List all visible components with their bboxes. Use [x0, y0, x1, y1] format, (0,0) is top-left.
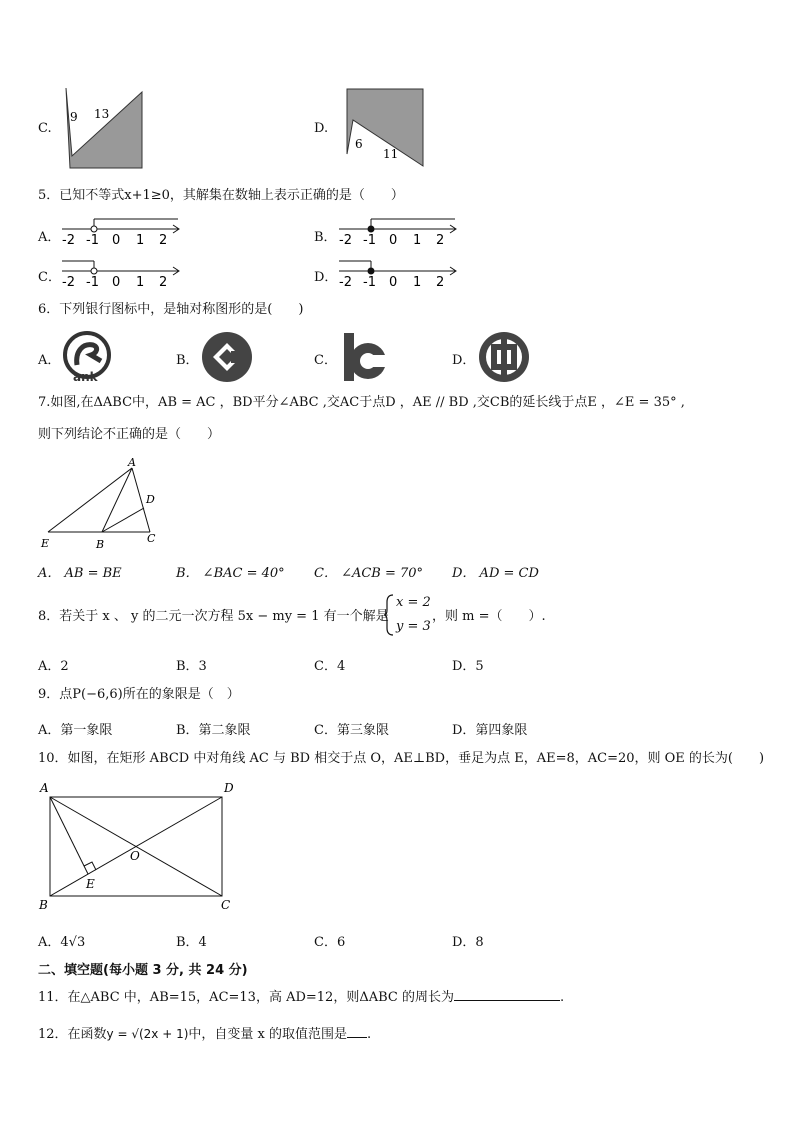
q5-option-a-numberline	[60, 214, 185, 246]
q5-option-d-label: D．	[314, 270, 338, 285]
q10-option-d: D．8	[452, 935, 484, 950]
q10-label-b: B	[39, 898, 48, 912]
q7-option-d: D． AD = CD	[452, 566, 539, 581]
q5-c-tick-1: 1	[136, 275, 145, 290]
q4-option-c-label: C.	[38, 121, 52, 136]
q8-option-c: C．4	[314, 659, 346, 674]
q11-end: .	[559, 990, 565, 1005]
q5-option-c-label: C．	[38, 270, 61, 285]
q10-label-a: A	[40, 781, 49, 795]
q4-option-d-label: D.	[314, 121, 329, 136]
q9-option-c: C．第三象限	[314, 723, 389, 738]
q11-answer-blank[interactable]	[454, 988, 560, 1001]
q7-label-d: D	[146, 493, 155, 506]
q6-logo-a	[61, 331, 115, 385]
q5-b-tick-m1: -1	[363, 233, 376, 248]
q7-stem-line1: 7.如图,在ΔABC中，AB = AC ，BD平分∠ABC ,交AC于点D ，AE // BD ,交CB的延长线于点E ，∠E = 35° ,	[38, 395, 685, 410]
q12-stem-post: 中，自变量 x 的取值范围是	[188, 1027, 348, 1042]
q6-stem: 6．下列银行图标中，是轴对称图形的是( )	[38, 302, 304, 317]
q6-logo-d	[477, 330, 531, 384]
q9-stem: 9．点P(−6,6)所在的象限是（ ）	[38, 687, 240, 702]
q4-c-num-9: 9	[70, 110, 78, 124]
q5-d-tick-0: 0	[389, 275, 398, 290]
q5-c-tick-m1: -1	[86, 275, 99, 290]
q9-option-b: B．第二象限	[176, 723, 251, 738]
q5-option-a-label: A．	[38, 230, 61, 245]
q4-option-d-figure	[345, 88, 427, 170]
q4-d-num-11: 11	[383, 147, 399, 161]
q8-system-brace	[384, 594, 394, 636]
q10-stem: 10．如图，在矩形 ABCD 中对角线 AC 与 BD 相交于点 O，AE⊥BD，垂足为点 E，AE=8，AC=20，则 OE 的长为( )	[38, 751, 765, 766]
q5-option-d-numberline	[337, 256, 462, 288]
q5-a-tick-0: 0	[112, 233, 121, 248]
q8-system-bottom: y = 3	[396, 619, 431, 634]
q10-label-o: O	[130, 849, 140, 863]
q12-answer-blank[interactable]	[347, 1025, 367, 1038]
section-2-title: 二、填空题(每小题 3 分, 共 24 分)	[38, 963, 248, 978]
q6-logo-a-text: ank	[73, 370, 98, 384]
q5-option-b-numberline	[337, 214, 462, 246]
q10-option-c: C．6	[314, 935, 346, 950]
q8-option-a: A．2	[38, 659, 69, 674]
q10-option-a: A．4√3	[38, 935, 86, 950]
q8-stem-pre: 8．若关于 x 、 y 的二元一次方程 5x − my = 1 有一个解是	[38, 609, 389, 624]
q6-option-b-label: B．	[176, 353, 199, 368]
q7-triangle-figure	[36, 456, 166, 550]
q8-stem-post: ，则 m =（ ）.	[432, 609, 546, 624]
q5-stem: 5．已知不等式x+1≥0，其解集在数轴上表示正确的是（ ）	[38, 188, 404, 203]
q6-logo-b	[201, 331, 253, 383]
q6-option-c-label: C．	[314, 353, 337, 368]
q7-option-c: C． ∠ACB = 70°	[314, 566, 424, 581]
q7-option-b: B． ∠BAC = 40°	[176, 566, 285, 581]
q10-label-e: E	[86, 877, 95, 891]
q5-d-tick-2: 2	[436, 275, 445, 290]
q9-option-d: D．第四象限	[452, 723, 528, 738]
q5-c-tick-m2: -2	[62, 275, 75, 290]
q8-option-b: B．3	[176, 659, 207, 674]
q6-logo-c	[340, 331, 394, 385]
q7-option-a: A． AB = BE	[38, 566, 122, 581]
q7-label-b: B	[96, 538, 105, 551]
q5-a-tick-m2: -2	[62, 233, 75, 248]
q7-stem-line2: 则下列结论不正确的是（ ）	[38, 427, 221, 442]
q5-c-tick-0: 0	[112, 275, 121, 290]
q10-label-c: C	[221, 898, 231, 912]
q7-label-a: A	[128, 456, 136, 469]
q5-option-b-label: B．	[314, 230, 337, 245]
q5-d-tick-1: 1	[413, 275, 422, 290]
q8-option-d: D．5	[452, 659, 484, 674]
q5-a-tick-1: 1	[136, 233, 145, 248]
q10-label-d: D	[224, 781, 234, 795]
q7-label-e: E	[41, 537, 50, 550]
q12-formula: y = √(2x + 1)	[106, 1027, 189, 1041]
q4-option-c-figure	[60, 88, 150, 170]
q5-d-tick-m2: -2	[339, 275, 352, 290]
q11-stem-text: 11．在△ABC 中，AB=15，AC=13，高 AD=12，则ΔABC 的周长为	[38, 990, 454, 1005]
q5-b-tick-2: 2	[436, 233, 445, 248]
q11-stem	[38, 988, 564, 1007]
q5-a-tick-2: 2	[159, 233, 168, 248]
q12-end: .	[367, 1027, 372, 1042]
q6-option-a-label: A．	[38, 353, 61, 368]
q10-option-b: B．4	[176, 935, 207, 950]
q5-b-tick-1: 1	[413, 233, 422, 248]
q4-c-num-13: 13	[94, 107, 110, 121]
q5-b-tick-m2: -2	[339, 233, 352, 248]
q5-c-tick-2: 2	[159, 275, 168, 290]
q8-system-top: x = 2	[396, 595, 431, 610]
q5-option-c-numberline	[60, 256, 185, 288]
q5-d-tick-m1: -1	[363, 275, 376, 290]
q6-option-d-label: D．	[452, 353, 476, 368]
q9-option-a: A．第一象限	[38, 723, 113, 738]
q7-label-c: C	[147, 532, 156, 545]
q5-a-tick-m1: -1	[86, 233, 99, 248]
q5-b-tick-0: 0	[389, 233, 398, 248]
q4-d-num-6: 6	[355, 137, 363, 151]
q12-stem	[38, 1025, 371, 1044]
q10-rectangle-figure	[36, 780, 246, 916]
q12-stem-pre: 12．在函数	[38, 1027, 107, 1042]
